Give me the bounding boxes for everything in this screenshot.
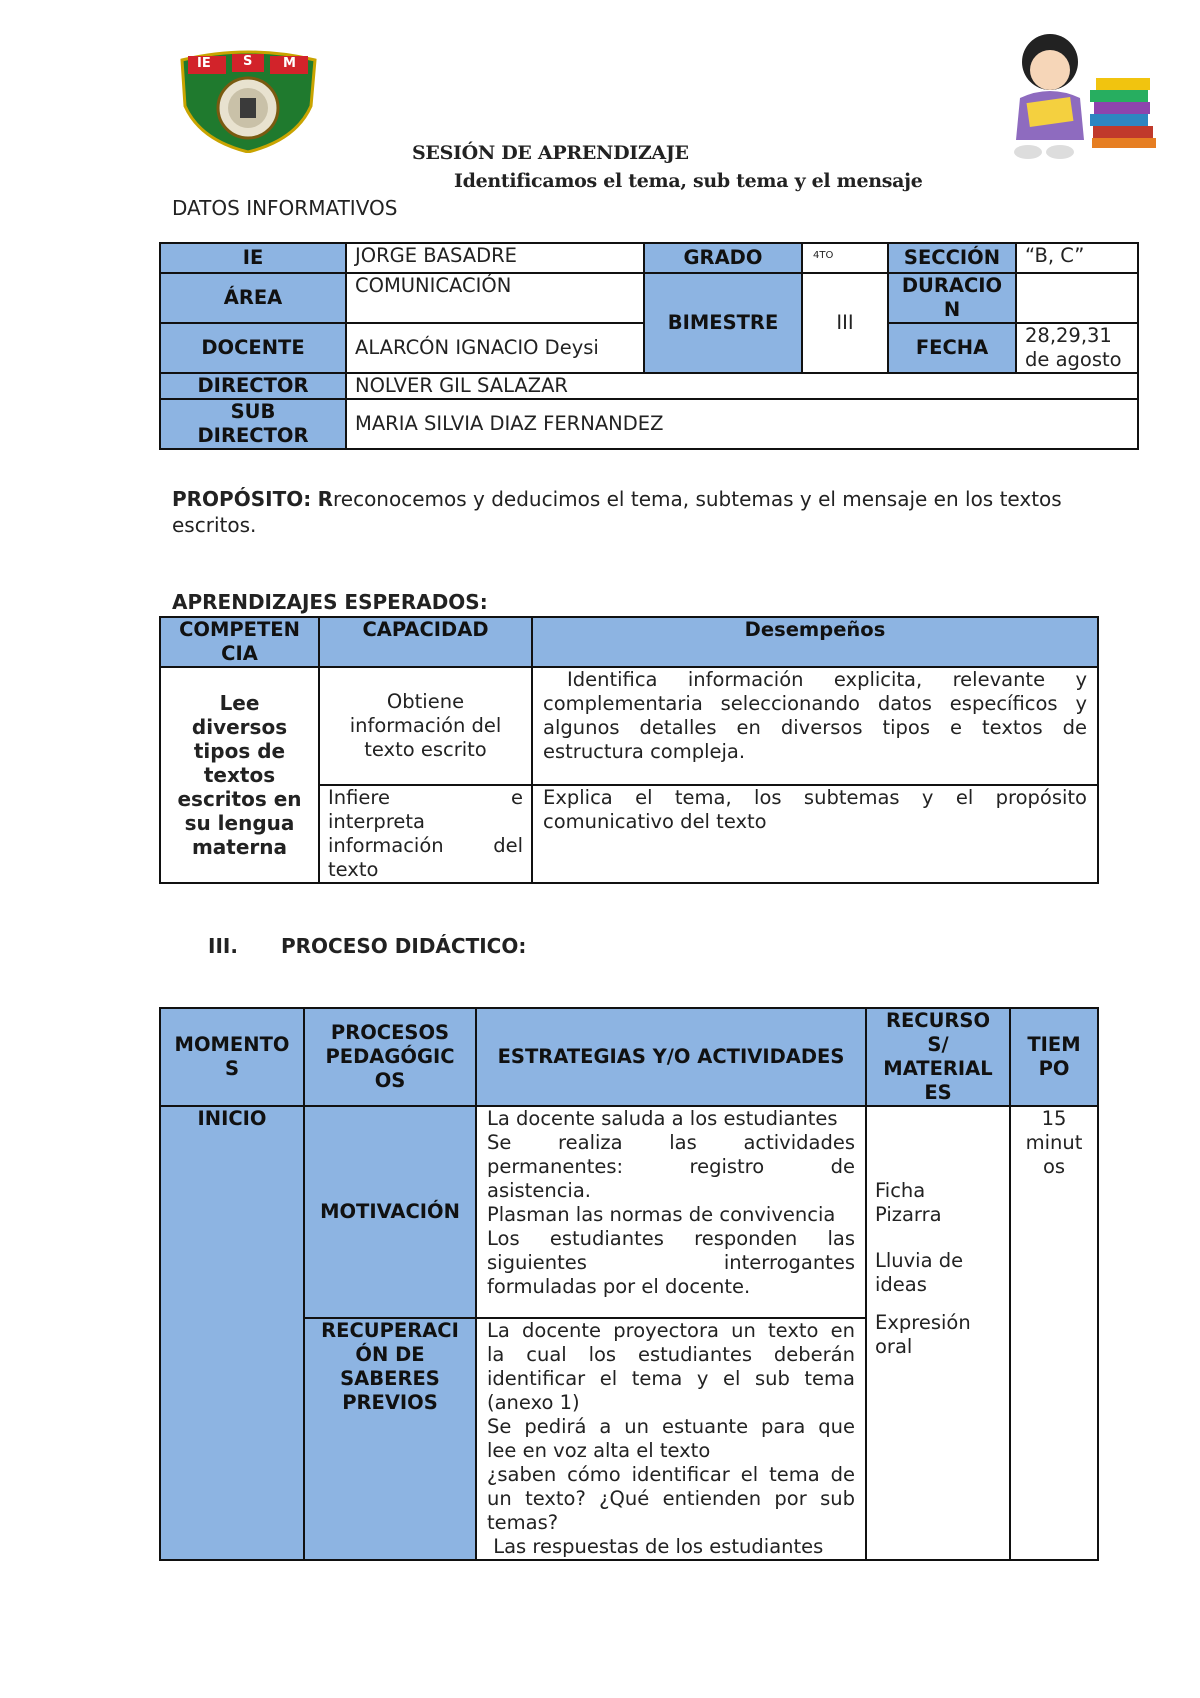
duracion-label-line1: DURACIO [901, 273, 1003, 297]
proceso-recuperacion [304, 1318, 476, 1560]
proceso-heading: PROCESO DIDÁCTICO: [281, 934, 527, 958]
grado-value [802, 243, 888, 273]
proposito-label: PROPÓSITO: [172, 487, 312, 511]
proceso2-line: SABERES [340, 1367, 440, 1390]
col-capacidad: CAPACIDAD [319, 617, 532, 667]
col-procesos-line: PEDAGÓGIC [325, 1045, 455, 1068]
desempeno2-line: Explica el tema, los subtemas y el propósito [543, 786, 1087, 809]
estrategia1-line: La docente saluda a los estudiantes [487, 1107, 838, 1130]
director-label: DIRECTOR [160, 373, 346, 399]
capacidad2-line: información del [328, 834, 523, 857]
col-tiempo-line: PO [1038, 1057, 1070, 1080]
ie-label: IE [160, 243, 346, 273]
col-momentos-line: MOMENTO [174, 1033, 290, 1056]
capacidad-infiere [319, 785, 532, 883]
estrategia2-line: temas? [487, 1511, 559, 1534]
recurso-item: ideas [875, 1273, 927, 1296]
estrategia1-line: Se realiza las actividades [487, 1131, 855, 1154]
estrategia2-line: lee en voz alta el texto [487, 1439, 711, 1462]
proposito-text1: reconocemos y deducimos el tema, subtemas y el mensaje en los textos [332, 487, 1062, 511]
estrategia2-line: identificar el tema y el sub tema [487, 1367, 855, 1390]
competencia-line: tipos de [193, 739, 286, 763]
estrategia1-line: formuladas por el docente. [487, 1275, 751, 1298]
momento-inicio: INICIO [160, 1106, 304, 1560]
col-procesos [304, 1008, 476, 1106]
capacidad1-line: información del [349, 714, 502, 737]
aprendizajes-table [159, 616, 1099, 884]
bimestre-value: III [802, 273, 888, 373]
competencia-line: escritos en [177, 787, 302, 811]
estrategia2-line: Se pedirá a un estuante para que [487, 1415, 855, 1438]
logo-letter-m: M [283, 56, 296, 71]
col-recursos-line: MATERIAL [883, 1057, 993, 1080]
desempeno1-line: estructura compleja. [543, 740, 746, 763]
director-value: NOLVER GIL SALAZAR [346, 373, 1138, 399]
estrategia1-line: siguientes interrogantes [487, 1251, 855, 1274]
col-procesos-line: PROCESOS [330, 1021, 450, 1044]
aprendizajes-heading: APRENDIZAJES ESPERADOS: [172, 590, 488, 614]
fecha-value [1016, 323, 1138, 373]
competencia-line: diversos [191, 715, 288, 739]
recursos-cell [866, 1106, 1010, 1560]
tiempo-cell [1010, 1106, 1098, 1560]
subdirector-label-line1: SUB [230, 399, 276, 423]
recurso-item: Ficha [875, 1179, 926, 1202]
session-subtitle: Identificamos el tema, sub tema y el mensaje [454, 170, 923, 192]
estrategia2-line: la cual los estudiantes deberán [487, 1343, 855, 1366]
competencia-line: su lengua [184, 811, 295, 835]
recurso-item: Expresión [875, 1311, 971, 1334]
competencia-cell [160, 667, 319, 883]
capacidad2-line: texto [328, 858, 379, 881]
col-momentos [160, 1008, 304, 1106]
area-value: COMUNICACIÓN [346, 273, 644, 323]
desempeno1-line: complementaria seleccionando datos específicos y [543, 692, 1087, 715]
col-tiempo [1010, 1008, 1098, 1106]
proceso2-line: RECUPERACI [321, 1319, 459, 1342]
estrategias-motivacion [476, 1106, 866, 1318]
grado-label: GRADO [644, 243, 802, 273]
proposito-paragraph [172, 486, 1102, 538]
docente-value: ALARCÓN IGNACIO Deysi [346, 323, 644, 373]
session-title: SESIÓN DE APRENDIZAJE [412, 142, 689, 164]
datos-table [159, 242, 1139, 450]
col-momentos-line: S [224, 1057, 240, 1080]
tiempo-line: os [1042, 1155, 1066, 1178]
area-label: ÁREA [160, 273, 346, 323]
desempeno1-line: algunos detalles en diversos tipos e textos de [543, 716, 1087, 739]
subdirector-value: MARIA SILVIA DIAZ FERNANDEZ [346, 399, 1138, 449]
estrategia1-line: permanentes: registro de [487, 1155, 855, 1178]
col-tiempo-line: TIEM [1027, 1033, 1081, 1056]
estrategia1-line: Los estudiantes responden las [487, 1227, 855, 1250]
col-competencia [160, 617, 319, 667]
subdirector-label [160, 399, 346, 449]
estrategia2-line: ¿saben cómo identificar el tema de [487, 1463, 855, 1486]
tiempo-line: 15 [1041, 1107, 1067, 1130]
desempeno1-line: Identifica información explicita, relevante y [567, 668, 1087, 691]
col-competencia-line1: COMPETEN [179, 618, 300, 641]
duracion-label-line2: N [943, 297, 961, 321]
ie-value: JORGE BASADRE [346, 243, 644, 273]
grado-value-text: 4TO [813, 250, 834, 261]
estrategias-recuperacion [476, 1318, 866, 1560]
logo-letter-ie: IE [197, 56, 211, 71]
proposito-line2: escritos. [172, 513, 257, 537]
proposito-bold-letter: R [317, 487, 333, 511]
estrategia1-line: asistencia. [487, 1179, 591, 1202]
logo-letter-s: S [243, 54, 253, 69]
estrategia2-line: (anexo 1) [487, 1391, 580, 1414]
desempeno-identifica [532, 667, 1098, 785]
col-estrategias: ESTRATEGIAS Y/O ACTIVIDADES [476, 1008, 866, 1106]
desempeno2-line: comunicativo del texto [543, 810, 767, 833]
estrategia1-line: Plasman las normas de convivencia [487, 1203, 836, 1226]
fecha-label: FECHA [888, 323, 1016, 373]
bimestre-label: BIMESTRE [644, 273, 802, 373]
col-desempenos: Desempeños [532, 617, 1098, 667]
recurso-item: Lluvia de [875, 1249, 964, 1272]
capacidad2-line: interpreta [328, 810, 425, 833]
col-recursos-line: ES [924, 1081, 952, 1104]
recurso-item: oral [875, 1335, 913, 1358]
datos-heading: DATOS INFORMATIVOS [172, 196, 398, 220]
seccion-label: SECCIÓN [888, 243, 1016, 273]
estrategia2-line: un texto? ¿Qué entienden por sub [487, 1487, 855, 1510]
capacidad1-line: texto escrito [364, 738, 487, 761]
capacidad2-line: Infiere e [328, 786, 523, 809]
competencia-line: materna [191, 835, 288, 859]
col-recursos-line: RECURSO [885, 1009, 991, 1032]
competencia-line: Lee [219, 691, 260, 715]
school-logo [176, 48, 321, 153]
proceso-table [159, 1007, 1099, 1561]
desempeno-explica [532, 785, 1098, 883]
recurso-item: Pizarra [875, 1203, 942, 1226]
docente-label: DOCENTE [160, 323, 346, 373]
girl-reading-illustration [998, 28, 1168, 163]
capacidad-obtiene [319, 667, 532, 785]
col-procesos-line: OS [374, 1069, 406, 1092]
duracion-label [888, 273, 1016, 323]
subdirector-label-line2: DIRECTOR [197, 423, 309, 447]
seccion-value: “B, C” [1016, 243, 1138, 273]
estrategia2-line: La docente proyectora un texto en [487, 1319, 855, 1342]
fecha-value-line1: 28,29,31 [1025, 323, 1112, 347]
proceso-motivacion: MOTIVACIÓN [304, 1106, 476, 1318]
proceso2-line: ÓN DE [355, 1343, 425, 1366]
tiempo-line: minut [1025, 1131, 1083, 1154]
proceso2-line: PREVIOS [342, 1391, 438, 1414]
estrategia2-line: Las respuestas de los estudiantes [487, 1535, 824, 1558]
competencia-line: textos [203, 763, 276, 787]
fecha-value-line2: de agosto [1025, 347, 1122, 371]
duracion-value [1016, 273, 1138, 323]
proceso-numeral: III. [208, 934, 238, 958]
col-recursos [866, 1008, 1010, 1106]
capacidad1-line: Obtiene [386, 690, 465, 713]
col-competencia-line2: CIA [221, 642, 258, 665]
col-recursos-line: S/ [927, 1033, 949, 1056]
proposito-line1 [172, 486, 1102, 512]
